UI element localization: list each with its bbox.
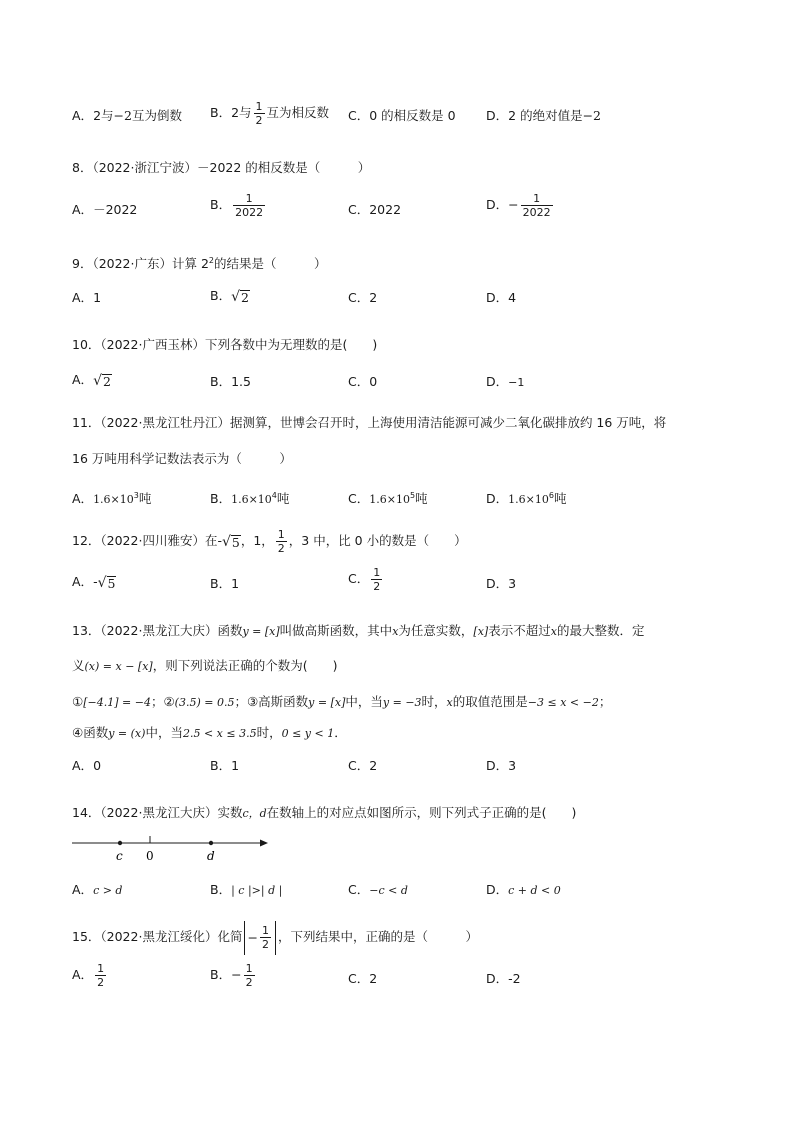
label-c: c (116, 849, 123, 863)
q15-option-d[interactable]: D．-2 (486, 971, 521, 986)
q14-option-c[interactable]: C．−c < d (348, 882, 408, 897)
q10-option-b[interactable]: B．1.5 (210, 374, 251, 389)
q7-option-d[interactable]: D．2 的绝对值是−2 (486, 108, 602, 123)
q11-option-b[interactable]: B．$1.6\times 10^4$吨 (210, 491, 290, 507)
q15-option-a[interactable]: A． $\frac{1}{2}$ (72, 962, 105, 989)
q9-option-a[interactable]: A．1 (72, 290, 102, 305)
q14-option-b[interactable]: B．| c |>| d | (210, 882, 283, 897)
q15-option-b[interactable]: B．− $\frac{1}{2}$ (210, 962, 253, 989)
fraction: $\frac{1}{2}$ (277, 528, 285, 555)
q7-option-c[interactable]: C．0 的相反数是 0 (348, 108, 456, 123)
label-d: d (207, 849, 215, 863)
q12-option-c[interactable]: C． $\frac{1}{2}$ (348, 566, 381, 593)
label-0: 0 (146, 849, 154, 863)
fraction: $\frac{1}{2}$ (261, 924, 269, 951)
fraction: $\frac{1}{2022}$ (522, 192, 551, 219)
q11-option-a[interactable]: A．$1.6\times 10^3$吨 (72, 491, 152, 507)
q8-option-b[interactable]: B． $\frac{1}{2022}$ (210, 192, 264, 219)
number-line-arrow (260, 840, 268, 847)
q15-option-c[interactable]: C．2 (348, 971, 378, 986)
absolute-value: − $\frac{1}{2}$ (244, 921, 275, 955)
q10-option-a[interactable]: A． √ 2 (72, 372, 111, 389)
q7-option-a[interactable]: A．2与−2互为倒数 (72, 108, 182, 123)
q14-option-a[interactable]: A．c > d (72, 882, 123, 897)
q12-option-a[interactable]: A．- √ 5 (72, 574, 116, 591)
q8-option-d[interactable]: D．− $\frac{1}{2022}$ (486, 192, 551, 219)
q13-stem-line1: 13．（2022·黑龙江大庆）函数y = [x]叫做高斯函数，其中x为任意实数，[x]表示不超过x的最大整数．定 (72, 623, 645, 638)
q13-option-b[interactable]: B．1 (210, 758, 240, 773)
q11-option-c[interactable]: C．$1.6\times 10^5$吨 (348, 491, 428, 507)
sqrt: √ 2 (93, 372, 111, 389)
q13-stem-line2: 义(x) = x − [x]，则下列说法正确的个数为( ) (72, 658, 338, 673)
q13-statements-line2: ④函数y = (x)中，当2.5 < x ≤ 3.5时，0 ≤ y < 1． (72, 725, 347, 740)
q9-option-d[interactable]: D．4 (486, 290, 517, 305)
fraction: $\frac{1}{2}$ (373, 566, 381, 593)
point-c (118, 841, 122, 845)
q10-option-c[interactable]: C．0 (348, 374, 378, 389)
q7-option-b[interactable]: B．2与 $\frac{1}{2}$ 互为相反数 (210, 100, 330, 127)
q9-option-b[interactable]: B． √ 2 (210, 288, 249, 305)
q8-option-c[interactable]: C．2022 (348, 202, 402, 217)
q12-option-d[interactable]: D．3 (486, 576, 517, 591)
number-line (70, 832, 270, 866)
q8-option-a[interactable]: A．－2022 (72, 202, 138, 217)
q9-stem: 9．（2022·广东）计算 $2^2$的结果是（ ） (72, 256, 327, 272)
q13-option-d[interactable]: D．3 (486, 758, 517, 773)
sqrt: √ 5 (97, 574, 116, 591)
q10-option-d[interactable]: D．−1 (486, 374, 525, 389)
fraction: $\frac{1}{2}$ (255, 100, 263, 127)
q11-stem-line1: 11．（2022·黑龙江牡丹江）据测算，世博会召开时，上海使用清洁能源可减少二氧化碳排放约 16 万吨，将 (72, 415, 667, 430)
q13-option-c[interactable]: C．2 (348, 758, 378, 773)
q13-option-a[interactable]: A．0 (72, 758, 102, 773)
q12-stem: 12．（2022·四川雅安）在- √ 5 ，1， $\frac{1}{2}$ ，3 中，比 0 小的数是（ ） (72, 528, 467, 555)
fraction: $\frac{1}{2022}$ (235, 192, 264, 219)
q13-statements-line1: ①[−4.1] = −4；②(3.5) = 0.5；③高斯函数y = [x]中，当y = −3时，x的取值范围是−3 ≤ x < −2； (72, 694, 612, 709)
fraction: $\frac{1}{2}$ (245, 962, 253, 989)
q14-stem: 14．（2022·黑龙江大庆）实数c，d在数轴上的对应点如图所示，则下列式子正确的是( ) (72, 805, 577, 820)
q14-option-d[interactable]: D．c + d < 0 (486, 882, 561, 897)
q11-option-d[interactable]: D．$1.6\times 10^6$吨 (486, 491, 567, 507)
q10-stem: 10．（2022·广西玉林）下列各数中为无理数的是( ) (72, 337, 378, 352)
point-d (209, 841, 213, 845)
sqrt: √ 2 (231, 288, 249, 305)
fraction: $\frac{1}{2}$ (97, 962, 105, 989)
q11-stem-line2: 16 万吨用科学记数法表示为（ ） (72, 451, 292, 466)
q12-option-b[interactable]: B．1 (210, 576, 240, 591)
q9-option-c[interactable]: C．2 (348, 290, 378, 305)
q8-stem: 8．（2022·浙江宁波）－2022 的相反数是（ ） (72, 160, 371, 175)
q15-stem: 15．（2022·黑龙江绥化）化简 − $\frac{1}{2}$ ，下列结果中，正确的是（ ） (72, 920, 478, 955)
sqrt: √ 5 (221, 533, 240, 550)
